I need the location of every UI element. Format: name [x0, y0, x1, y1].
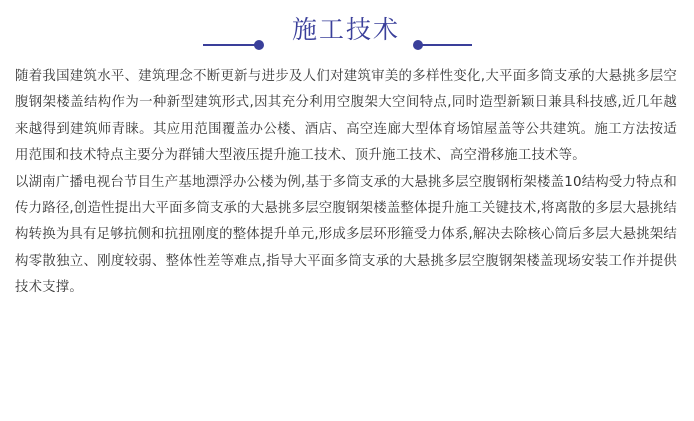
section-title: 施工技术	[291, 15, 400, 44]
decorative-line-right	[422, 44, 472, 46]
paragraph-intro: 随着我国建筑水平、建筑理念不断更新与进步及人们对建筑审美的多样性变化,大平面多筒支承的大悬挑多层空腹钢架楼盖结构作为一种新型建筑形式,因其充分利用空腹架大空间特点,同时造型新颖日兼具科技感,近几年越来越得到建筑师青睐。其应用范围覆盖办公楼、酒店、高空连廊大型体育场馆屋盖等公共建筑。施工方法按适用范围和技术特点主要分为群铺大型液压提升施工技术、顶升施工技术、高空滑移施工技术等。	[15, 69, 677, 164]
decorative-line-left	[203, 44, 255, 46]
article-body	[15, 64, 677, 302]
section-header	[0, 0, 694, 62]
decorative-dot-left	[254, 40, 264, 50]
paragraph-case-study: 以湖南广播电视台节目生产基地漂浮办公楼为例,基于多筒支承的大悬挑多层空腹钢桁架楼盖10结构受力特点和传力路径,创造性提出大平面多筒支承的大悬挑多层空腹钢架楼盖整体提升施工关键技术,将离散的多层大悬挑结构转换为具有足够抗侧和抗扭刚度的整体提升单元,形成多层环形箍受力体系,解决去除核心筒后多层大悬挑架结构零散独立、刚度较弱、整体性差等难点,指导大平面多筒支承的大悬挑多层空腹钢架楼盖现场安装工作并提供技术支撑。	[15, 174, 677, 296]
